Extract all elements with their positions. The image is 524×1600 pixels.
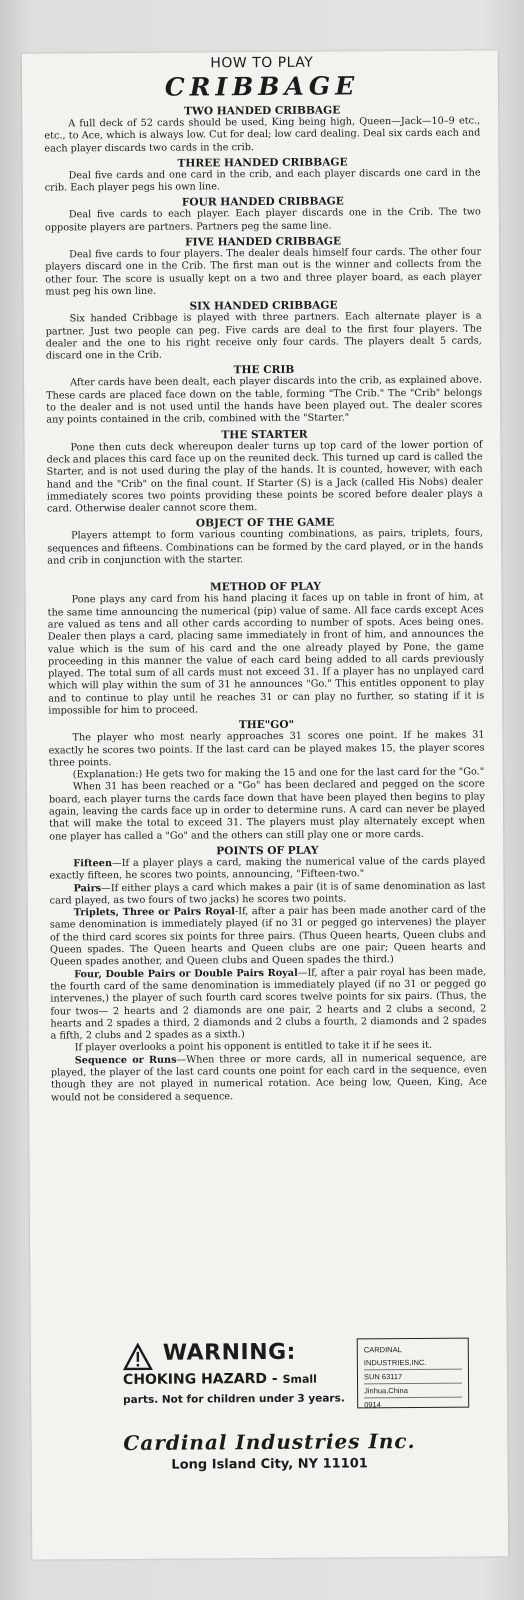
section-method-of-play bbox=[47, 580, 484, 718]
section-the-crib bbox=[46, 363, 482, 427]
section-heading: TWO HANDED CRIBBAGE bbox=[184, 104, 341, 118]
go-explanation: (Explanation:) He gets two for making the 15 and one for the last card for the "Go." bbox=[72, 766, 485, 781]
manufacturer-box bbox=[357, 1338, 469, 1409]
section-body: Pone then cuts deck whereupon dealer turns up top card of the lower portion of deck and places this card face up on the reunited deck. This turned up card is called the Starter, and is not used during the play of the hands. It is counted, however, with each hand and the "Crib" on the final count. If Starter (S) is a Jack (called His Nobs) dealer immediately scores two points providing these points be scored before dealer plays a card. Otherwise dealer cannot score them. bbox=[46, 439, 483, 515]
section-body: After cards have been dealt, each player discards into the crib, as explained above. These cards are placed face down on the table, forming "The Crib." The "Crib" belongs to the dealer and is not used until the hands have been played out. The dealer scores any points contained in the crib, combined with the "Starter." bbox=[46, 374, 483, 426]
rule-pairs bbox=[50, 880, 486, 908]
rule-lead: Sequence or Runs bbox=[74, 1054, 177, 1067]
rule-text: —If either plays a card which makes a pair (it is of same denomination as last card played, as two fours of two jacks) he scores two points. bbox=[49, 880, 486, 907]
section-body: Deal five cards and one card in the crib, and each player discards one card in the crib. Each player pegs his own line. bbox=[44, 167, 481, 194]
section-body: The player who most nearly approaches 31 scores one point. If he makes 31 exactly he scores two points. If the last card can be played makes 15, the player scores three points. bbox=[48, 729, 485, 769]
section-six-handed bbox=[45, 299, 481, 363]
manufacturer-line: CARDINAL INDUSTRIES,INC. bbox=[364, 1343, 462, 1371]
warning-hazard-small: Small bbox=[282, 1372, 317, 1386]
warning-hazard bbox=[123, 1371, 317, 1388]
manufacturer-line: 0914 bbox=[364, 1400, 381, 1410]
section-four-handed bbox=[45, 195, 481, 235]
section-two-handed bbox=[44, 103, 480, 155]
section-heading: OBJECT OF THE GAME bbox=[195, 516, 335, 530]
rule-text: —When three or more cards, all in numerical sequence, are played, the player of the last card counts one point for each card in the sequence, even though they are not played in numerical rotation. Ace being low, Queen, King, Ace would not be considered a sequence. bbox=[50, 1052, 487, 1104]
section-heading: THE STARTER bbox=[221, 428, 308, 441]
company-address: Long Island City, NY 11101 bbox=[171, 1456, 368, 1473]
rule-text: —If, after a pair royal has been made, the fourth card of the same denomination is immediately played (if no 31 or pegged go intervenes,) the player of such fourth card scores twelve points for six pairs. (Thus, the four twos— 2 hearts and 2 diamonds are one pair, 2 hearts and 2 clubs a second, 2 hearts and 2 spades a third, 2 diamonds and 2 clubs a fourth, 2 diamonds and 2 spades a fifth, 2 clubs and 2 spades as a sixth.) bbox=[50, 966, 487, 1042]
how-to-play-label: HOW TO PLAY bbox=[210, 54, 314, 72]
go-body-continued: When 31 has been reached or a "Go" has been declared and pegged on the score board, each player turns the cards face down that have been played then begins to play again, leaving the cards face up in order to determine runs. A card can never be played that will make the total to exceed 31. The players must play alternately except when one player has called a "Go" and the others can still play one or more cards. bbox=[48, 778, 486, 843]
warning-title: WARNING: bbox=[162, 1339, 297, 1366]
rule-text: —If a player plays a card, making the numerical value of the cards played exactly fifteen, he scores two points, announcing, "Fifteen-two." bbox=[49, 855, 486, 882]
section-heading: SIX HANDED CRIBBAGE bbox=[189, 299, 338, 313]
warning-hazard-label: CHOKING HAZARD - bbox=[122, 1370, 278, 1389]
rule-lead: Fifteen bbox=[73, 858, 113, 870]
section-heading: THREE HANDED CRIBBAGE bbox=[177, 156, 348, 170]
section-heading: FIVE HANDED CRIBBAGE bbox=[185, 235, 342, 249]
section-the-starter bbox=[46, 427, 483, 516]
rule-text: -If, after a pair has been made another card of the same denomination is immediately played (if no 31 or pegged go intervenes) the player of the third card scores six points for three pairs. (Thus Queen hearts, Queen clubs and Queen spades. The Queen hearts and Queen clubs are one pair; Queen hearts and Queen spades another, and Queen clubs and Queen spades the third.) bbox=[49, 904, 487, 968]
section-heading: FOUR HANDED CRIBBAGE bbox=[181, 195, 344, 210]
rule-overlook: If player overlooks a point his opponent is entitled to take it if he sees it. bbox=[74, 1040, 433, 1054]
company-name: Cardinal Industries Inc. bbox=[123, 1428, 416, 1456]
section-three-handed bbox=[44, 155, 480, 195]
section-body: Six handed Cribbage is played with three partners. Each alternate player is a partner. Just two people can peg. Five cards are deal to the first four players. The dealer and the one to his right receive only four cards. The players dealt 5 cards, discard one in the Crib. bbox=[45, 310, 482, 362]
section-heading: THE CRIB bbox=[233, 364, 295, 377]
rule-fifteen bbox=[49, 855, 485, 883]
section-body: Pone plays any card from his hand placing it faces up on table in front of him, at the same time announcing the numerical (pip) value of same. All face cards except Aces are valued as tens and all other cards according to number of spots. Aces being ones. Dealer then plays a card, placing same immediately in front of him, and announces the value which is the sum of his card and the one already played by Pone, the game proceeding in this manner the value of each card being added to all cards previously played. The total sum of all cards must not exceed 31. If a player has no unplayed card which will play within the sum of 31 he announces "Go." This entitles opponent to play and to continue to play until he reaches 31 or can play no further, so stating if it is impossible for him to proceed. bbox=[47, 591, 485, 717]
section-points-of-play bbox=[49, 843, 487, 1104]
section-body: Players attempt to form various counting combinations, as pairs, triplets, fours, sequences and fifteens. Combinations can be formed by the card played, or in the hands and crib in conjunction with the starter. bbox=[47, 527, 484, 567]
rule-triplets bbox=[50, 905, 486, 970]
manufacturer-line: Jinhua,China bbox=[364, 1384, 462, 1399]
section-body: Deal five cards to four players. The dealer deals himself four cards. The other four players discard one in the Crib. The first man out is the winner and collects from the other four. The score is usually kept on a two and three player board, as each player must peg his own line. bbox=[45, 246, 482, 298]
section-body: Deal five cards to each player. Each player discards one in the Crib. The two opposite players are partners. Partners peg the same line. bbox=[44, 206, 481, 234]
section-the-go bbox=[48, 718, 485, 844]
section-body: A full deck of 52 cards should be used, King being high, Queen—Jack—10–9 etc., etc., to Ace, which is always low. Cut for deal; low card dealing. Deal six cards each and each player discards two cards in the crib. bbox=[44, 115, 481, 155]
section-heading: THE"GO" bbox=[238, 719, 295, 732]
section-five-handed bbox=[45, 235, 481, 299]
page-title: CRIBBAGE bbox=[164, 71, 360, 102]
rule-four bbox=[50, 966, 487, 1043]
section-heading: METHOD OF PLAY bbox=[209, 580, 321, 594]
instruction-sheet bbox=[22, 50, 509, 1559]
rule-lead: Triplets, Three or Pairs Royal bbox=[73, 906, 235, 919]
manufacturer-line: SUN 63117 bbox=[364, 1370, 462, 1385]
warning-triangle-icon bbox=[123, 1343, 153, 1371]
rule-lead: Four, Double Pairs or Double Pairs Royal bbox=[74, 967, 298, 980]
rule-sequence bbox=[51, 1052, 487, 1104]
rule-lead: Pairs bbox=[73, 882, 102, 894]
warning-parts: parts. Not for children under 3 years. bbox=[123, 1392, 345, 1407]
section-object-of-the-game bbox=[47, 516, 483, 568]
section-heading: POINTS OF PLAY bbox=[216, 844, 319, 858]
